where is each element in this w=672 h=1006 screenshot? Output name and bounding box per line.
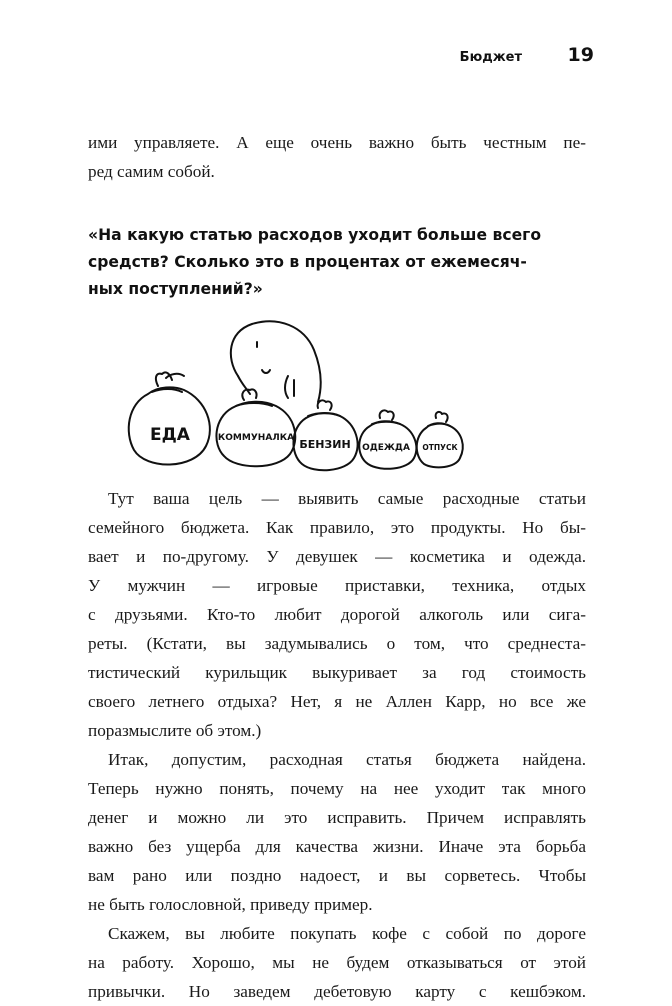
paragraph-3 — [88, 919, 586, 1006]
money-sacks-illustration — [118, 314, 468, 474]
sack-label-food: ЕДА — [150, 425, 190, 445]
sack-clothes — [359, 410, 416, 468]
text-line: Итак, допустим, расходная статья бюджета найдена. — [108, 750, 586, 769]
text-line: не быть голословной, приведу пример. — [88, 895, 373, 914]
sack-label-utilities: КОММУНАЛКА — [217, 433, 295, 443]
sack-label-clothes: ОДЕЖДА — [362, 443, 410, 453]
sack-fuel — [293, 400, 357, 470]
sack-label-fuel: БЕНЗИН — [299, 438, 351, 451]
question-heading — [88, 222, 588, 303]
text-line: на работу. Хорошо, мы не будем отказываться от этой — [88, 953, 586, 972]
text-line: Теперь нужно понять, почему на нее уходит так много — [88, 779, 586, 798]
text-line: вам рано или поздно надоест, и вы сорветесь. Чтобы — [88, 866, 586, 885]
running-head: Бюджет — [459, 50, 522, 65]
page-number: 19 — [567, 44, 594, 66]
sack-label-vacation: ОТПУСК — [422, 443, 458, 452]
intro-paragraph — [88, 128, 586, 186]
text-line: семейного бюджета. Как правило, это продукты. Но бы- — [88, 518, 586, 537]
text-line: У мужчин — игровые приставки, техника, отдых — [88, 576, 586, 595]
text-line: важно без ущерба для качества жизни. Иначе эта борьба — [88, 837, 586, 856]
text-line: поразмыслите об этом.) — [88, 721, 262, 740]
sack-vacation — [417, 412, 463, 467]
text-line: реты. (Кстати, вы задумывались о том, что среднеста- — [88, 634, 586, 653]
text-line: тистический курильщик выкуривает за год стоимость — [88, 663, 586, 682]
text-line: ред самим собой. — [88, 162, 215, 181]
heading-line: средств? Сколько это в процентах от ежемесяч- — [88, 253, 527, 271]
heading-line: «На какую статью расходов уходит больше всего — [88, 226, 542, 244]
sack-food — [129, 372, 210, 464]
heading-line: ных поступлений?» — [88, 280, 263, 298]
text-line: денег и можно ли это исправить. Причем исправлять — [88, 808, 586, 827]
text-line: вает и по-другому. У девушек — косметика и одежда. — [88, 547, 586, 566]
text-line: с друзьями. Кто-то любит дорогой алкоголь или сига- — [88, 605, 586, 624]
text-line: Скажем, вы любите покупать кофе с собой по дороге — [108, 924, 586, 943]
paragraph-1 — [88, 484, 586, 745]
text-line: привычки. Но заведем дебетовую карту с кешбэком. — [88, 982, 586, 1001]
text-line: ими управляете. А еще очень важно быть честным пе- — [88, 133, 586, 152]
text-line: Тут ваша цель — выявить самые расходные статьи — [108, 489, 586, 508]
sack-utilities — [216, 389, 295, 466]
paragraph-2 — [88, 745, 586, 919]
text-line: своего летнего отдыха? Нет, я не Аллен Карр, но все же — [88, 692, 586, 711]
